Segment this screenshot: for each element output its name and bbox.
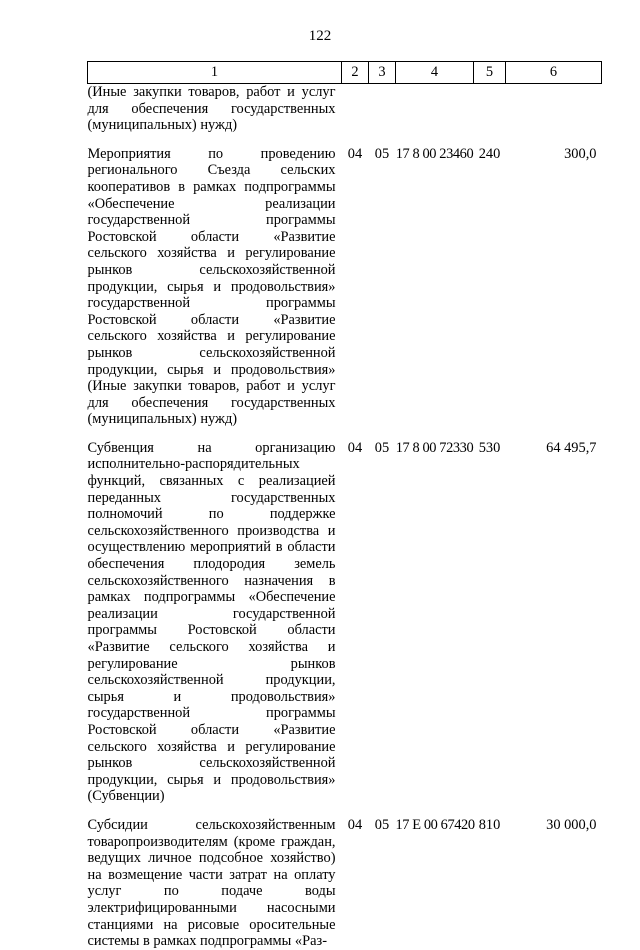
row-description: Субвенция на организацию исполнительно-распорядительных функций, связанных с реализацией переданных государственных полномочий по поддержке сельскохозяйственного производства и осуществлению мероприятий в области обеспечения плодородия земель сельскохозяйственного назначения в рамках подпрограммы «Обеспечение реализации государственной программы Ростовской области «Развитие сельского хозяйства и регулирование рынков сельскохозяйственной продукции, сырья и продовольствия» государственной программы Ростовской области «Развитие сельского хозяйства и регулирование рынков сельскохозяйственной продукции, сырья и продовольствия» (Субвенции) [87,439,336,805]
row-description: Мероприятия по проведению регионального Съезда сельских кооперативов в рамках подпрограммы «Обеспечение реализации государственной программы Ростовской области «Развитие сельского хозяйства и регулирование рынков сельскохозяйственной продукции, сырья и продовольствия» государственной программы Ростовской области «Развитие сельского хозяйства и регулирование рынков сельскохозяйственной продукции, сырья и продовольствия» (Иные закупки товаров, работ и услуг для обеспечения государственных (муниципальных) нужд) [87,145,336,428]
budget-table [87,61,602,950]
row-expense-type: 810 [478,816,501,833]
page-number: 122 [308,28,332,44]
table-row [88,146,602,428]
row-section: 04 [347,145,363,162]
row-target-code: 17 8 00 23460 [395,145,474,162]
row-expense-type: 240 [478,145,501,162]
row-amount: 30 000,0 [546,816,597,833]
table-row [88,440,602,805]
table-row [88,817,602,950]
row-subsection: 05 [374,145,390,162]
row-target-code [396,84,474,134]
column-header-3: 3 [369,62,396,84]
row-amount: 64 495,7 [546,439,597,456]
column-header-1: 1 [88,62,342,84]
row-section: 04 [347,816,363,833]
row-section: 04 [347,439,363,456]
table-header-row [88,62,602,84]
row-expense-type [474,84,506,134]
row-section [342,84,369,134]
row-description: (Иные закупки товаров, работ и услуг для обеспечения государственных (муниципальных) нужд) [87,84,336,134]
column-header-5: 5 [474,62,506,84]
row-target-code: 17 Е 00 67420 [395,816,475,833]
column-header-6: 6 [506,62,602,84]
row-target-code: 17 8 00 72330 [395,439,474,456]
column-header-2: 2 [342,62,369,84]
row-description: Субсидии сельскохозяйственным товаропроизводителям (кроме граждан, ведущих личное подсобное хозяйство) на возмещение части затрат на оплату услуг по подаче воды электрифицированными насосными станциями на рисовые оросительные системы в рамках подпрограммы «Раз- [87,816,336,950]
row-subsection: 05 [374,439,390,456]
column-header-4: 4 [396,62,474,84]
row-expense-type: 530 [478,439,501,456]
row-subsection [369,84,396,134]
row-amount: 300,0 [564,145,597,162]
row-subsection: 05 [374,816,390,833]
row-amount [506,84,602,134]
table-row [88,84,602,134]
